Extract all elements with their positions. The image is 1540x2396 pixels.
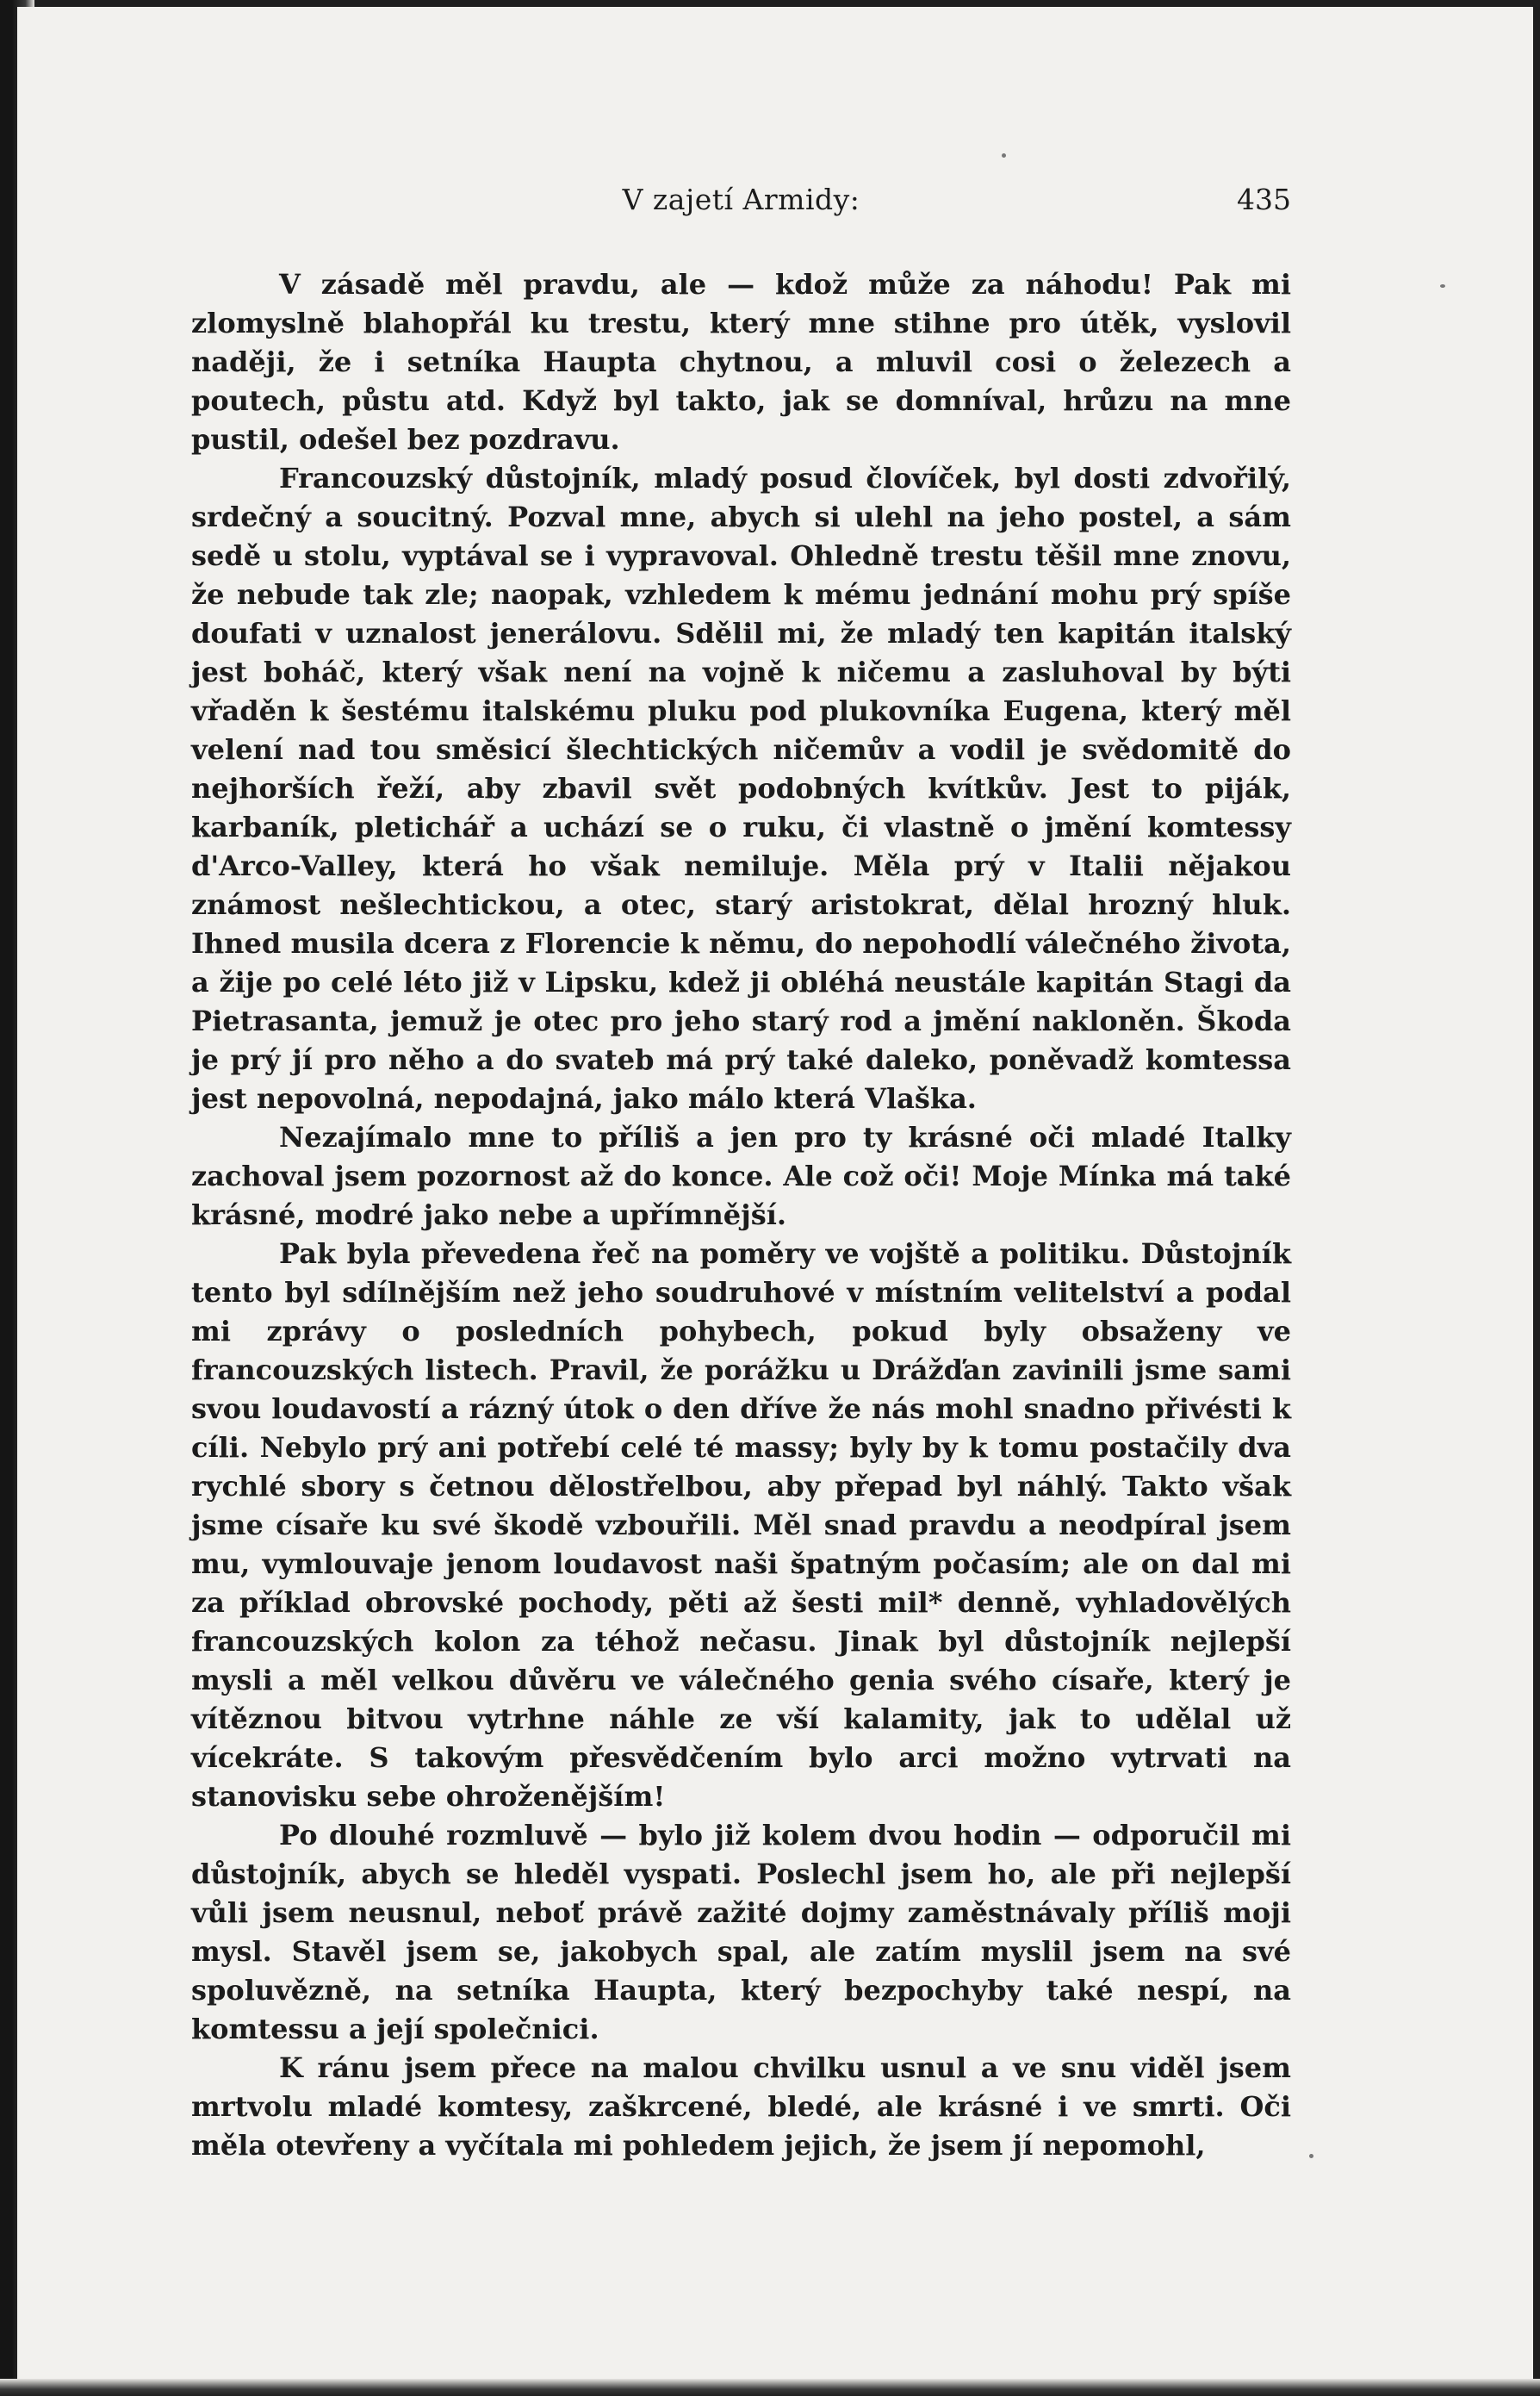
paragraph: Po dlouhé rozmluvě — bylo již kolem dvou hodin — odporučil mi důstojník, abych se hleděl vyspati. Poslechl jsem ho, ale při nejlepší vůli jsem neusnul, neboť právě zažité dojmy zaměstnávaly příliš moji mysl. Stavěl jsem se, jakobych spal, ale zatím myslil jsem na své spoluvězně, na setníka Haupta, který bezpochyby také nespí, na komtessu a její společnici. (191, 1819, 1291, 2045)
paper-speck (1002, 153, 1006, 158)
page-number: 435 (1237, 183, 1291, 216)
paragraph: Francouzský důstojník, mladý posud človíček, byl dosti zdvořilý, srdečný a soucitný. Pozval mne, abych si ulehl na jeho postel, a sám sedě u stolu, vyptával se i vypravoval. Ohledně trestu těšil mne znovu, že nebude tak zle; naopak, vzhledem k mému jednání mohu prý spíše doufati v uznalost jenerálovu. Sdělil mi, že mladý ten kapitán italský jest boháč, který však není na vojně k ničemu a zasluhoval by býti vřaděn k šestému italskému pluku pod plukovníka Eugena, který měl velení nad tou směsicí šlechtických ničemův a vodil je svědomitě do nejhorších řeží, aby zbavil svět podobných kvítkův. Jest to piják, karbaník, pletichář a uchází se o ruku, či vlastně o jmění komtessy d'Arco-Valley, která ho však nemiluje. Měla prý v Italii nějakou známost nešlechtickou, a otec, starý aristokrat, dělal hrozný hluk. Ihned musila dcera z Florencie k němu, do nepohodlí válečného života, a žije po celé léto již v Lipsku, kdež ji obléhá neustále kapitán Stagi da Pietrasanta, jemuž je otec pro jeho starý rod a jmění nakloněn. Škoda je prý jí pro něho a do svateb má prý také daleko, poněvadž komtessa jest nepovolná, nepodajná, jako málo která Vlaška. (191, 462, 1291, 1115)
paragraph: Pak byla převedena řeč na poměry ve vojště a politiku. Důstojník tento byl sdílnějším než jeho soudruhové v místním velitelství a podal mi zprávy o posledních pohybech, pokud byly obsaženy ve francouzských listech. Pravil, že porážku u Drážďan zavinili jsme sami svou loudavostí a rázný útok o den dříve že nás mohl snadno přivésti k cíli. Nebylo prý ani potřebí celé té massy; byly by k tomu postačily dva rychlé sbory s četnou dělostřelbou, aby přepad byl náhlý. Takto však jsme císaře ku své škodě vzbouřili. Měl snad pravdu a neodpíral jsem mu, vymlouvaje jenom loudavost naši špatným počasím; ale on dal mi za příklad obrovské pochody, pěti až šesti mil* denně, vyhladovělých francouzských kolon za téhož nečasu. Jinak byl důstojník nejlepší mysli a měl velkou důvěru ve válečného genia svého císaře, který je vítěznou bitvou vytrhne náhle ze vší kalamity, jak to udělal už vícekráte. S takovým přesvědčením bylo arci možno vytrvati na stanovisku sebe ohroženějším! (191, 1237, 1291, 1813)
paragraph: V zásadě měl pravdu, ale — kdož může za náhodu! Pak mi zlomyslně blahopřál ku trestu, který mne stihne pro útěk, vyslovil naději, že i setníka Haupta chytnou, a mluvil cosi o železech a poutech, půstu atd. Když byl takto, jak se domníval, hrůzu na mne pustil, odešel bez pozdravu. (191, 268, 1291, 456)
page-header (191, 183, 1291, 226)
paper-speck (1440, 284, 1445, 288)
body-text (191, 265, 1291, 2165)
paragraph: Nezajímalo mne to příliš a jen pro ty krásné oči mladé Italky zachoval jsem pozornost až do konce. Ale což oči! Moje Mínka má také krásné, modré jako nebe a upřímnější. (191, 1121, 1291, 1231)
running-title: V zajetí Armidy: (622, 183, 860, 216)
paper-speck (1309, 2154, 1313, 2158)
paragraph: K ránu jsem přece na malou chvilku usnul a ve snu viděl jsem mrtvolu mladé komtesy, zaškrcené, bledé, ale krásné i ve smrti. Oči měla otevřeny a vyčítala mi pohledem jejich, že jsem jí nepomohl, (191, 2051, 1291, 2162)
scan-bottom-edge (0, 2379, 1540, 2396)
